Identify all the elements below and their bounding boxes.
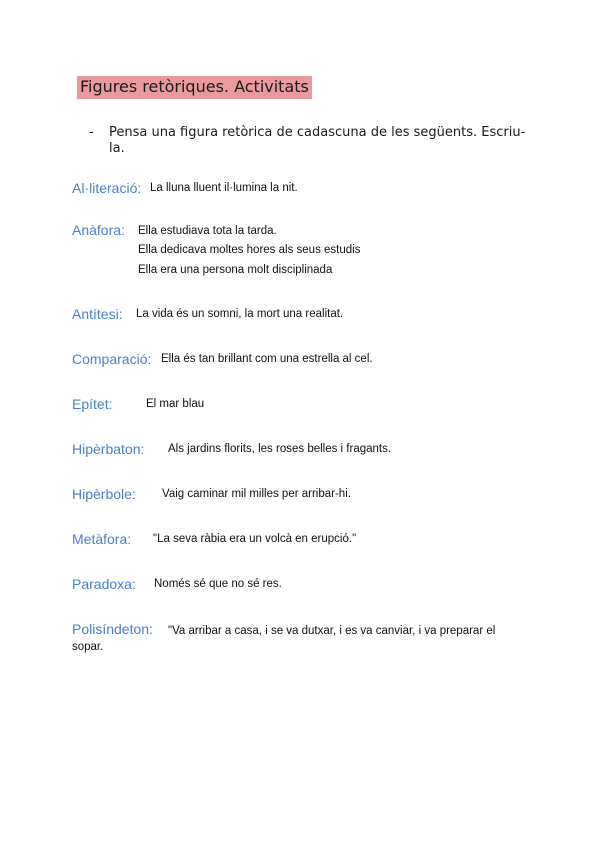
term-label: Polisíndeton: — [72, 621, 153, 637]
term-label: Antítesi: — [72, 306, 123, 322]
example-text: Ella és tan brillant com una estrella al cel. — [161, 353, 373, 365]
term-label: Hipèrbole: — [72, 486, 136, 502]
instruction — [89, 125, 529, 157]
document-title: Figures retòriques. Activitats — [77, 76, 312, 99]
example-text: Vaig caminar mil milles per arribar-hi. — [162, 488, 351, 500]
term-label: Hipèrbaton: — [72, 441, 145, 457]
term-label: Anàfora: — [72, 222, 125, 238]
example-text: Ella estudiava tota la tarda. — [138, 225, 277, 237]
term-label: Al·literació: — [72, 180, 142, 196]
example-text: Només sé que no sé res. — [154, 578, 282, 590]
example-text: Ella era una persona molt disciplinada — [138, 264, 333, 276]
term-label: Comparació: — [72, 351, 152, 367]
instruction-text: Pensa una figura retòrica de cadascuna de les següents. Escriu-la. — [109, 125, 526, 156]
term-label: Paradoxa: — [72, 576, 136, 592]
example-text: La lluna lluent il·lumina la nit. — [150, 182, 298, 194]
term-label: Epítet: — [72, 396, 113, 412]
example-text: Ella dedicava moltes hores als seus estudis — [138, 244, 361, 256]
term-label: Metàfora: — [72, 531, 132, 547]
example-text: Als jardins florits, les roses belles i fragants. — [168, 443, 392, 455]
example-text: "La seva ràbia era un volcà en erupció." — [153, 533, 357, 545]
example-text: El mar blau — [146, 398, 205, 410]
example-text: La vida és un somni, la mort una realitat. — [136, 308, 344, 320]
instruction-bullet: - — [89, 125, 94, 140]
example-text: "Va arribar a casa, i se va dutxar, i es va canviar, i va preparar el sopar. — [72, 625, 496, 653]
